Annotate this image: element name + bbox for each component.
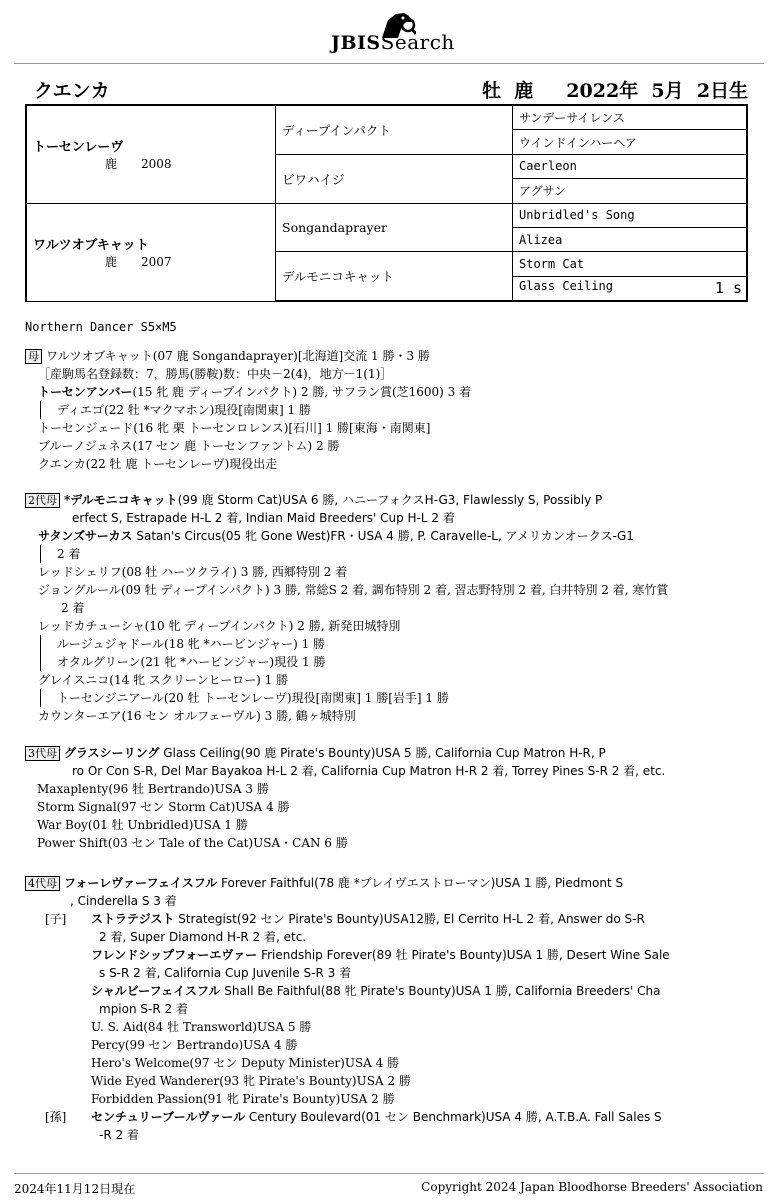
dam-tag: 母 [25,349,42,364]
progeny-record-cont: mpion S-R 2 着 [99,1002,188,1016]
progeny-line: Storm Signal(97 セン Storm Cat)USA 4 勝 [37,800,290,814]
progeny-line: Power Shift(03 セン Tale of the Cat)USA・CAN 6 勝 [37,836,348,850]
fourth-dam-name: フォーレヴァーフェイスフル [64,876,218,890]
sire-name: トーセンレーヴ [33,140,124,156]
progeny-offspring: トーセンジニアール(20 牡 トーセンレーヴ)現役[南関東] 1 勝[岩手] 1 勝 [40,689,745,707]
progeny-record: Shall Be Faithful(88 牝 Pirate's Bounty)USA 1 勝, California Breeders' Cha [220,984,661,998]
dam-cell [26,203,276,301]
progeny-line: グレイスニコ(14 牝 スクリーンヒーロー) 1 勝 [38,673,289,687]
progeny-record: Friendship Forever(89 牡 Pirate's Bounty)USA 1 勝, Desert Wine Sale [257,948,670,962]
progeny-line: U. S. Aid(84 牡 Transworld)USA 5 勝 [91,1020,312,1034]
second-dam-name: *デルモニコキャット [64,493,178,507]
sire-detail: 鹿 2008 [105,157,172,172]
third-dam-section [25,744,745,852]
second-dam-section [25,491,745,725]
logo-text-jbis: JBIS [331,32,381,54]
progeny-record-cont: 2 着, Super Diamond H-R 2 着, etc. [99,930,307,944]
dam-sire-dam: Alizea [513,227,748,251]
sibling-line: クエンカ(22 牡 鹿 トーセンレーヴ)現役出走 [38,457,278,471]
grandchild-record-cont: -R 2 着 [99,1128,139,1142]
sibling-line: トーセンジェード(16 牝 栗 トーセンロレンス)[石川] 1 勝[東海・南関東] [38,421,431,435]
progeny-line: Wide Eyed Wanderer(93 牝 Pirate's Bounty)USA 2 勝 [91,1074,411,1088]
progeny-name: シャルビーフェイスフル [91,984,221,998]
sibling-name: トーセンアンバー [38,385,133,399]
dam-line: ワルツオブキャット(07 鹿 Songandaprayer)[北海道]交流 1 勝・3 勝 [46,349,430,363]
footer-copyright: Copyright 2024 Japan Bloodhorse Breeders' Association [421,1180,763,1194]
pedigree-table [25,104,748,302]
third-dam-name: グラスシーリング [64,746,160,760]
sire-dam-sire: Caerleon [513,154,748,178]
dam-dam-dam-cell [513,276,748,301]
progeny-line: レッドシェリフ(08 牡 ハーツクライ) 3 勝, 西郷特別 2 着 [38,565,348,579]
sire-sire: ディープインパクト [276,105,513,154]
progeny-line: War Boy(01 牡 Unbridled)USA 1 勝 [37,818,248,832]
dam-dam-dam: Glass Ceiling [519,279,613,294]
progeny-line: Forbidden Passion(91 牝 Pirate's Bounty)USA 2 勝 [91,1092,395,1106]
footer-rule [14,1173,764,1174]
dam-dam-sire: Storm Cat [513,252,748,276]
progeny-record: Strategist(92 セン Pirate's Bounty)USA12勝, El Cerrito H-L 2 着, Answer do S-R [174,912,645,926]
dam-sire-sire: Unbridled's Song [513,203,748,227]
dam-detail: 鹿 2007 [105,255,172,270]
progeny-offspring: ルージュジャドール(18 牝 *ハービンジャー) 1 勝 [40,635,745,653]
progeny-name: ストラテジスト [91,912,175,926]
grandchild-tag: [孫] [45,1110,67,1124]
progeny-line-cont: 2 着 [61,601,85,615]
progeny-line: Hero's Welcome(97 セン Deputy Minister)USA 4 勝 [91,1056,400,1070]
dam-stats: ［産駒馬名登録数：7，勝馬(勝鞍)数：中央－2(4)，地方－1(1)］ [38,367,393,381]
sire-dam-dam: アグサン [513,179,748,203]
grandchild-record: Century Boulevard(01 セン Benchmark)USA 4 勝, A.T.B.A. Fall Sales S [245,1110,662,1124]
jbis-logo[interactable] [331,10,461,56]
third-dam-record-cont: ro Or Con S-R, Del Mar Bayakoa H-L 2 着, California Cup Matron H-R 2 着, Torrey Pines S-R 2 着, etc. [72,764,666,778]
fourth-dam-tag: 4代母 [25,876,60,891]
sibling-record: (15 牝 鹿 ディープインパクト) 2 勝, サフラン賞(芝1600) 3 着 [132,385,472,399]
logo-text-search: Search [380,30,455,54]
fourth-dam-section [25,874,745,1144]
sire-sire-sire: サンデーサイレンス [513,105,748,130]
horse-info: 牡 鹿 2022年 5月 2日生 [482,80,749,102]
grandchild-name: センチュリーブールヴァール [91,1110,246,1124]
progeny-record-cont: s S-R 2 着, California Cup Juvenile S-R 3 着 [99,966,352,980]
dam-dam: デルモニコキャット [276,252,513,301]
third-dam-record: Glass Ceiling(90 鹿 Pirate's Bounty)USA 5 勝, California Cup Matron H-R, P [159,746,606,760]
progeny-name: サタンズサーカス [38,529,133,543]
progeny-name: フレンドシップフォーエヴァー [91,948,258,962]
dam-name: ワルツオブキャット [33,238,149,254]
fourth-dam-record: Forever Faithful(78 鹿 *ブレイヴエストローマン)USA 1 勝, Piedmont S [217,876,624,890]
dam-section [25,347,745,473]
fourth-dam-record-cont: , Cinderella S 3 着 [70,894,177,908]
progeny-offspring: オタルグリーン(21 牝 *ハービンジャー)現役 1 勝 [40,653,745,671]
progeny-record-cont: 2 着 [40,545,745,563]
ls-mark: 1 s [714,279,742,298]
progeny-line: レッドカチューシャ(10 牝 ディープインパクト) 2 勝, 新発田城特別 [38,619,401,633]
sire-cell [26,105,276,203]
sibling-offspring: ディエゴ(22 牡 *マクマホン)現役[南関東] 1 勝 [40,401,745,419]
progeny-line: カウンターエア(16 セン オルフェーヴル) 3 勝, 鶴ヶ城特別 [38,709,356,723]
second-dam-record: (99 鹿 Storm Cat)USA 6 勝, ハニーフォクスH-G3, Flawlessly S, Possibly P [177,493,603,507]
sibling-line: ブルーノジュネス(17 セン 鹿 トーセンファントム) 2 勝 [38,439,340,453]
sire-dam: ビワハイジ [276,154,513,203]
third-dam-tag: 3代母 [25,746,60,761]
progeny-record: Satan's Circus(05 牝 Gone West)FR・USA 4 勝, P. Caravelle-L, アメリカンオークス-G1 [132,529,634,543]
horse-name: クエンカ [34,80,110,102]
progeny-line: ジョングルール(09 牡 ディープインパクト) 3 勝, 常総S 2 着, 調布特別 2 着, 習志野特別 2 着, 白井特別 2 着, 寒竹賞 [38,583,669,597]
second-dam-record-cont: erfect S, Estrapade H-L 2 着, Indian Maid Breeders' Cup H-L 2 着 [72,511,455,525]
child-tag: [子] [45,912,67,926]
footer-date: 2024年11月12日現在 [14,1182,136,1196]
progeny-line: Maxaplenty(96 牡 Bertrando)USA 3 勝 [37,782,269,796]
progeny-line: Percy(99 セン Bertrando)USA 4 勝 [91,1038,298,1052]
header-rule [14,63,764,64]
second-dam-tag: 2代母 [25,493,60,508]
inbreeding-note: Northern Dancer S5×M5 [25,320,177,334]
sire-sire-dam: ウインドインハーヘア [513,130,748,154]
dam-sire: Songandaprayer [276,203,513,252]
